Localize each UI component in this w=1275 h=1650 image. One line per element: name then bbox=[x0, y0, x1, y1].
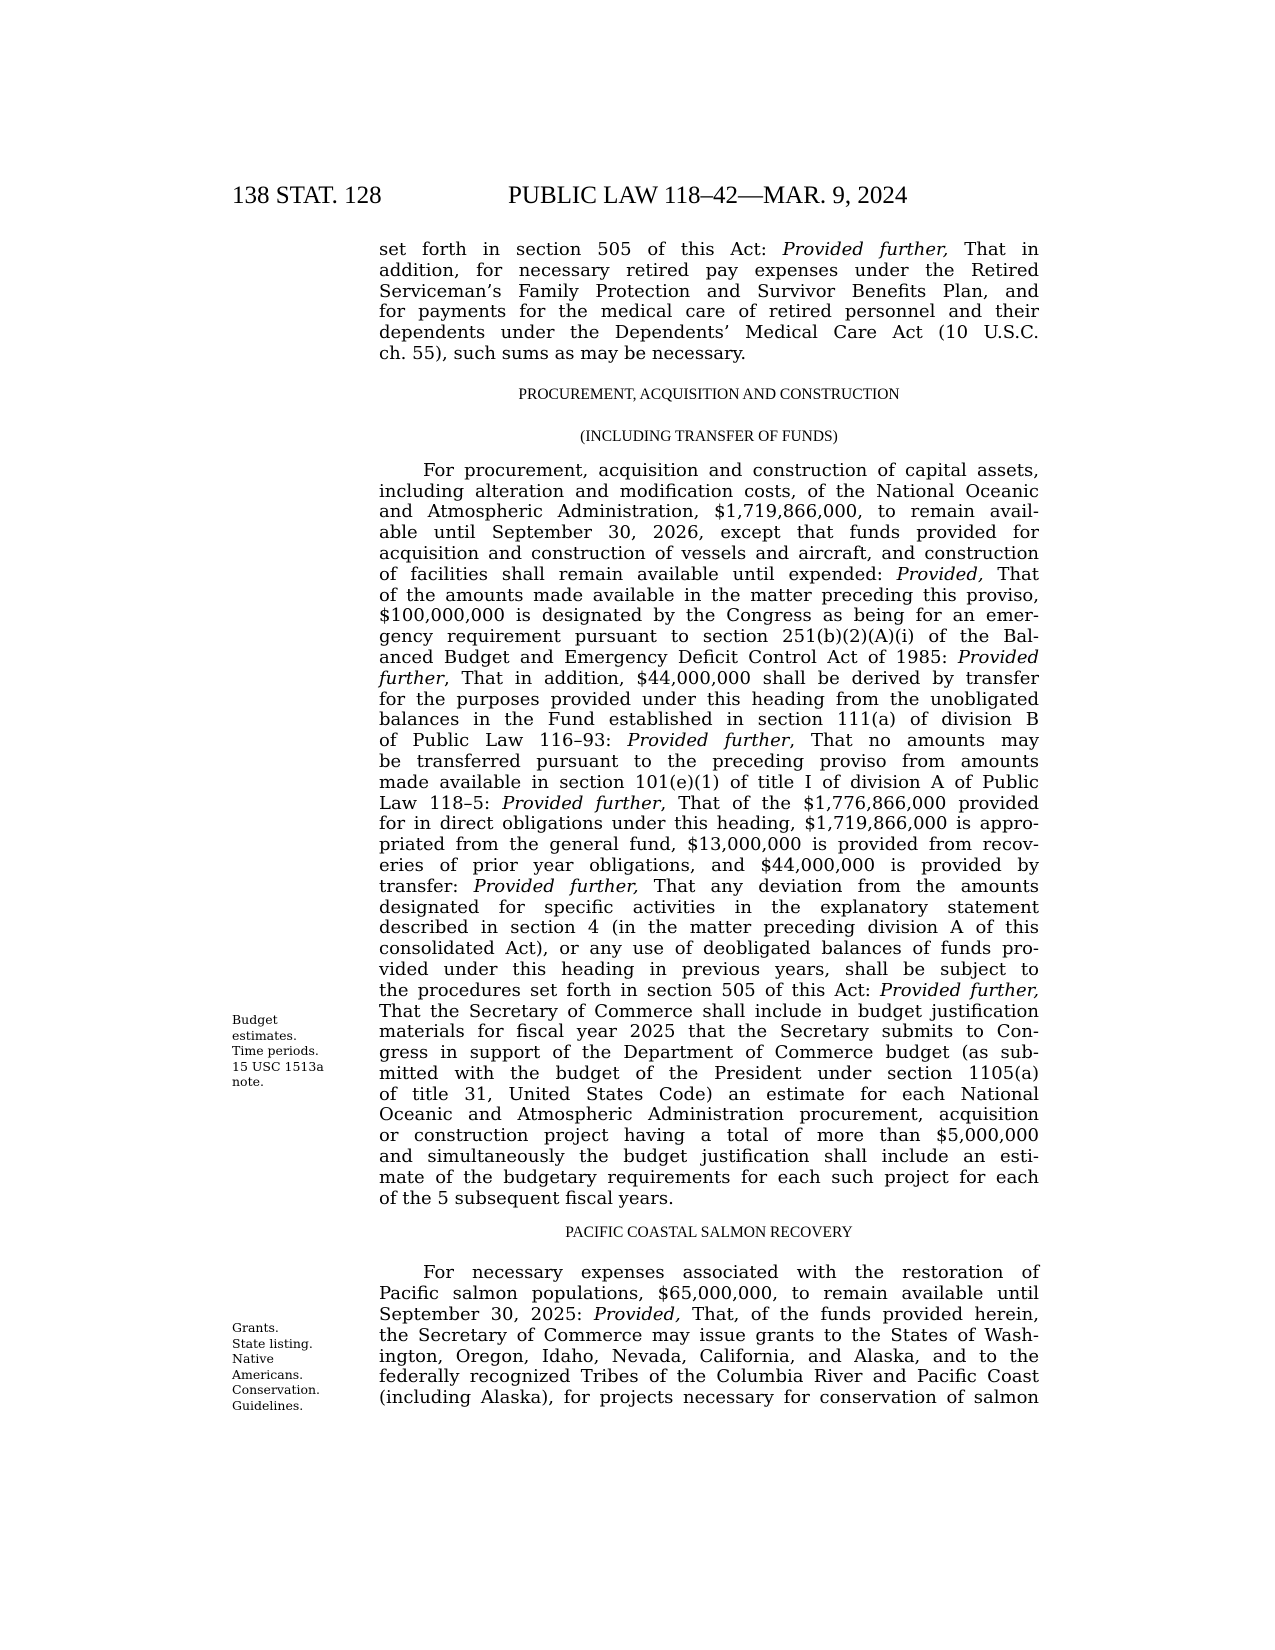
text-line: ington, Oregon, Idaho, Nevada, California, and Alaska, and to the bbox=[379, 1345, 1039, 1367]
margin-note-line: Guidelines. bbox=[232, 1397, 304, 1413]
text-line: of the amounts made available in the matter preceding this proviso, bbox=[379, 584, 1039, 606]
text-line: addition, for necessary retired pay expenses under the Retired bbox=[379, 259, 1039, 281]
text-line: further, That in addition, $44,000,000 shall be derived by transfer bbox=[379, 667, 1039, 689]
section-heading-salmon: PACIFIC COASTAL SALMON RECOVERY bbox=[565, 1224, 853, 1242]
text-line: of title 31, United States Code) an estimate for each National bbox=[379, 1083, 1039, 1105]
text-line: anced Budget and Emergency Deficit Control Act of 1985: Provided bbox=[379, 646, 1039, 668]
text-line: designated for specific activities in the explanatory statement bbox=[379, 896, 1039, 918]
text-line: For necessary expenses associated with the restoration of bbox=[423, 1262, 1039, 1284]
text-line: transfer: Provided further, That any deviation from the amounts bbox=[379, 875, 1039, 897]
text-line: For procurement, acquisition and construction of capital assets, bbox=[423, 459, 1039, 481]
main-text-column bbox=[379, 240, 1039, 1409]
text-line: Serviceman’s Family Protection and Survivor Benefits Plan, and bbox=[379, 280, 1039, 302]
text-line: vided under this heading in previous years, shall be subject to bbox=[379, 958, 1039, 980]
margin-note-line: note. bbox=[232, 1074, 264, 1089]
text-line: balances in the Fund established in section 111(a) of division B bbox=[379, 709, 1039, 731]
text-line: of facilities shall remain available until expended: Provided, That bbox=[379, 563, 1039, 585]
salmon-paragraph bbox=[379, 1263, 1039, 1409]
margin-note-line: estimates. bbox=[232, 1027, 297, 1043]
margin-note-grants bbox=[232, 1320, 347, 1413]
text-line: gency requirement pursuant to section 251(b)(2)(A)(i) of the Bal- bbox=[379, 626, 1039, 648]
continuation-paragraph bbox=[379, 240, 1039, 365]
text-line: gress in support of the Department of Commerce budget (as sub- bbox=[379, 1042, 1039, 1064]
margin-note-line: State listing. bbox=[232, 1335, 313, 1351]
text-line: dependents under the Dependents’ Medical Care Act (10 U.S.C. bbox=[379, 322, 1039, 344]
margin-note-budget bbox=[232, 1012, 347, 1090]
text-line: acquisition and construction of vessels and aircraft, and construction bbox=[379, 542, 1039, 564]
text-line: mitted with the budget of the President under section 1105(a) bbox=[379, 1062, 1039, 1084]
section-subheading-transfer: (INCLUDING TRANSFER OF FUNDS) bbox=[580, 427, 838, 445]
text-line: federally recognized Tribes of the Columbia River and Pacific Coast bbox=[379, 1366, 1039, 1388]
text-line: set forth in section 505 of this Act: Provided further, That in bbox=[379, 239, 1039, 260]
section-heading-procurement: PROCUREMENT, ACQUISITION AND CONSTRUCTION bbox=[518, 385, 900, 403]
margin-note-line: 15 USC 1513a bbox=[232, 1058, 324, 1074]
text-line: for the purposes provided under this heading from the unobligated bbox=[379, 688, 1039, 710]
margin-note-line: Native bbox=[232, 1351, 274, 1366]
text-line: or construction project having a total of more than $5,000,000 bbox=[379, 1125, 1039, 1147]
stat-citation: 138 STAT. 128 bbox=[232, 182, 382, 209]
text-line: the Secretary of Commerce may issue grants to the States of Wash- bbox=[379, 1324, 1039, 1346]
text-line: Law 118–5: Provided further, That of the $1,776,866,000 provided bbox=[379, 792, 1039, 814]
text-line: materials for fiscal year 2025 that the Secretary submits to Con- bbox=[379, 1021, 1039, 1043]
procurement-paragraph bbox=[379, 461, 1039, 1210]
text-line: consolidated Act), or any use of deobligated balances of funds pro- bbox=[379, 938, 1039, 960]
text-line: the procedures set forth in section 505 of this Act: Provided further, bbox=[379, 979, 1039, 1001]
text-line: for payments for the medical care of retired personnel and their bbox=[379, 301, 1039, 323]
text-line: mate of the budgetary requirements for each such project for each bbox=[379, 1166, 1039, 1188]
text-line: (including Alaska), for projects necessary for conservation of salmon bbox=[379, 1387, 1039, 1409]
text-line: able until September 30, 2026, except that funds provided for bbox=[379, 522, 1039, 544]
text-line: and simultaneously the budget justification shall include an esti- bbox=[379, 1146, 1039, 1168]
text-line: Pacific salmon populations, $65,000,000, to remain available until bbox=[379, 1283, 1039, 1305]
margin-note-line: Americans. bbox=[232, 1366, 304, 1382]
text-line: Oceanic and Atmospheric Administration procurement, acquisition bbox=[379, 1104, 1039, 1126]
margin-note-line: Budget bbox=[232, 1012, 278, 1027]
text-line: and Atmospheric Administration, $1,719,866,000, to remain avail- bbox=[379, 501, 1039, 523]
text-line: That the Secretary of Commerce shall include in budget justification bbox=[379, 1000, 1039, 1022]
margin-note-line: Time periods. bbox=[232, 1043, 319, 1058]
text-line: described in section 4 (in the matter preceding division A of this bbox=[379, 917, 1039, 939]
law-title: PUBLIC LAW 118–42—MAR. 9, 2024 bbox=[508, 182, 908, 209]
text-line: including alteration and modification costs, of the National Oceanic bbox=[379, 480, 1039, 502]
text-line: of Public Law 116–93: Provided further, That no amounts may bbox=[379, 730, 1040, 752]
text-line: for in direct obligations under this heading, $1,719,866,000 is appro- bbox=[379, 813, 1039, 835]
text-line: $100,000,000 is designated by the Congress as being for an emer- bbox=[379, 605, 1039, 627]
margin-note-line: Conservation. bbox=[232, 1382, 321, 1397]
text-line: eries of prior year obligations, and $44,000,000 is provided by bbox=[379, 854, 1039, 876]
margin-note-line: Grants. bbox=[232, 1320, 279, 1335]
text-line: priated from the general fund, $13,000,000 is provided from recov- bbox=[379, 834, 1039, 856]
text-line: be transferred pursuant to the preceding proviso from amounts bbox=[379, 750, 1039, 772]
text-line: ch. 55), such sums as may be necessary. bbox=[379, 342, 747, 364]
text-line: of the 5 subsequent fiscal years. bbox=[379, 1187, 674, 1209]
text-line: made available in section 101(e)(1) of title I of division A of Public bbox=[379, 771, 1039, 793]
text-line: September 30, 2025: Provided, That, of the funds provided herein, bbox=[379, 1304, 1039, 1326]
running-head bbox=[0, 182, 1275, 218]
